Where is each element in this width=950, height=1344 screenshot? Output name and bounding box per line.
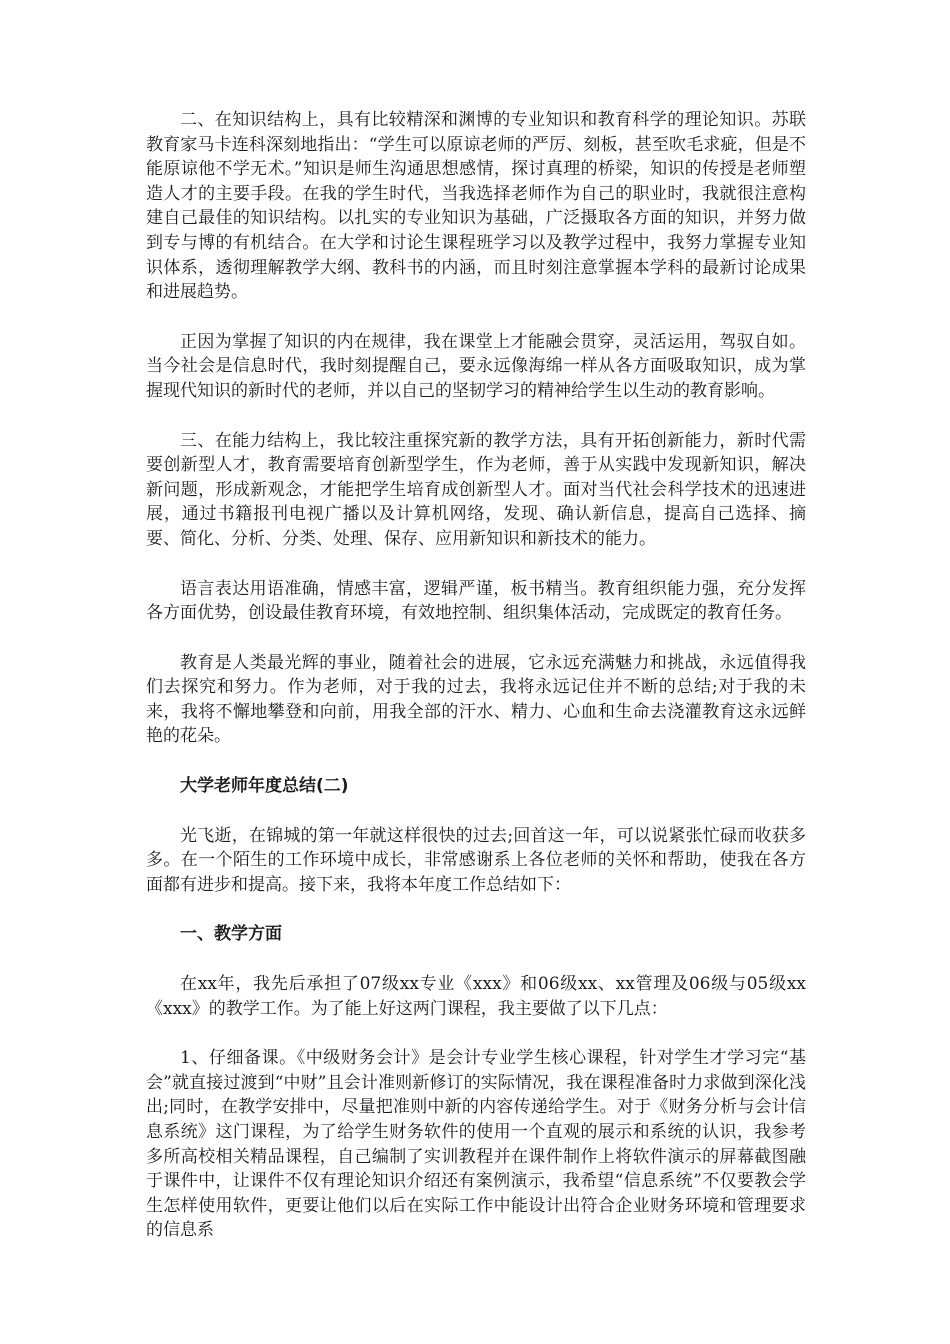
paragraph-language-expression: 语言表达用语准确，情感丰富，逻辑严谨，板书精当。教育组织能力强，充分发挥各方面优势，创设最佳教育环境，有效地控制、组织集体活动，完成既定的教育任务。: [146, 578, 806, 624]
document-page: [146, 108, 806, 1268]
paragraph-lesson-preparation: 1、仔细备课。《中级财务会计》是会计专业学生核心课程，针对学生才学习完“基会”就直接过渡到“中财”且会计准则新修订的实际情况，我在课程准备时力求做到深化浅出;同时，在教学安排中，尽量把准则中新的内容传递给学生。对于《财务分析与会计信息系统》这门课程，为了给学生财务软件的使用一个直观的展示和系统的认识，我参考多所高校相关精品课程，自己编制了实训教程并在课件制作上将软件演示的屏幕截图融于课件中，让课件不仅有理论知识介绍还有案例演示，我希望“信息系统”不仅要教会学生怎样使用软件，更要让他们以后在实际工作中能设计出符合企业财务环境和管理要求的信息系: [146, 1048, 806, 1241]
paragraph-courses: 在xx年，我先后承担了07级xx专业《xxx》和06级xx、xx管理及06级与05级xx《xxx》的教学工作。为了能上好这两门课程，我主要做了以下几点：: [146, 974, 806, 1019]
section-heading-annual-summary: 大学老师年度总结(二): [180, 776, 349, 797]
paragraph-knowledge-rules: 正因为掌握了知识的内在规律，我在课堂上才能融会贯穿，灵活运用，驾驭自如。当今社会是信息时代，我时刻提醒自己，要永远像海绵一样从各方面吸取知识，成为掌握现代知识的新时代的老师，并以自己的坚韧学习的精神给学生以生动的教育影响。: [146, 331, 806, 401]
paragraph-year-review: 光飞逝，在锦城的第一年就这样很快的过去;回首这一年，可以说紧张忙碌而收获多多。在一个陌生的工作环境中成长，非常感谢系上各位老师的关怀和帮助，使我在各方面都有进步和提高。接下来，我将本年度工作总结如下：: [146, 825, 806, 895]
paragraph-knowledge-structure: 二、在知识结构上，具有比较精深和渊博的专业知识和教育科学的理论知识。苏联教育家马卡连科深刻地指出：“学生可以原谅老师的严厉、刻板，甚至吹毛求疵，但是不能原谅他不学无术。”知识是师生沟通思想感情，探讨真理的桥梁，知识的传授是老师塑造人才的主要手段。在我的学生时代，当我选择老师作为自己的职业时，我就很注意构建自己最佳的知识结构。以扎实的专业知识为基础，广泛摄取各方面的知识，并努力做到专与博的有机结合。在大学和讨论生课程班学习以及教学过程中，我努力掌握专业知识体系，透彻理解教学大纲、教科书的内涵，而且时刻注意掌握本学科的最新讨论成果和进展趋势。: [146, 110, 806, 303]
section-heading-teaching: 一、教学方面: [180, 924, 282, 945]
paragraph-education-career: 教育是人类最光辉的事业，随着社会的进展，它永远充满魅力和挑战，永远值得我们去探究和努力。作为老师，对于我的过去，我将永远记住并不断的总结;对于我的未来，我将不懈地攀登和向前，用我全部的汗水、精力、心血和生命去浇灌教育这永远鲜艳的花朵。: [146, 652, 806, 747]
paragraph-ability-structure: 三、在能力结构上，我比较注重探究新的教学方法，具有开拓创新能力，新时代需要创新型人才，教育需要培育创新型学生，作为老师，善于从实践中发现新知识，解决新问题，形成新观念，才能把学生培育成创新型人才。面对当代社会科学技术的迅速进展，通过书籍报刊电视广播以及计算机网络，发现、确认新信息，提高自己选择、摘要、简化、分析、分类、处理、保存、应用新知识和新技术的能力。: [146, 430, 806, 549]
